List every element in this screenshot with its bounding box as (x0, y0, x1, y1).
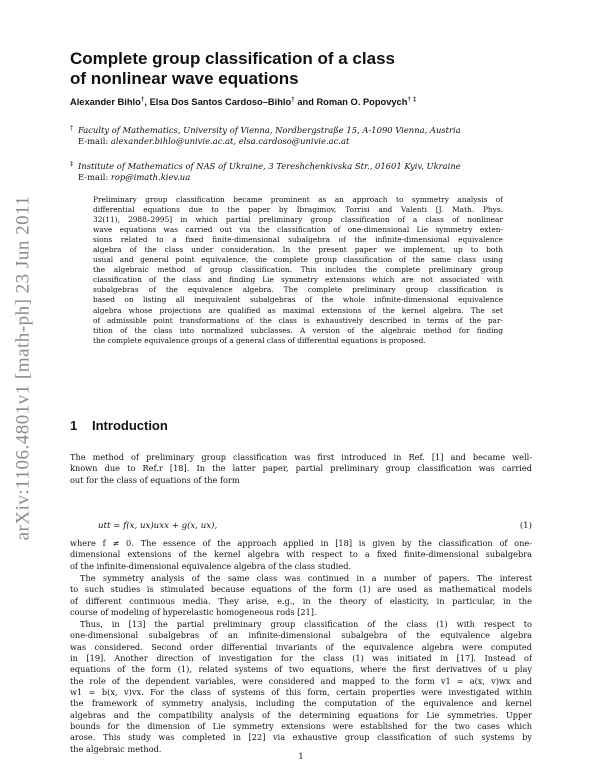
body-line: the role of the dependent variables, were considered and mapped to the form v1 = a(x, v)wx and (70, 675, 532, 686)
body-line: dimensional extensions of the kernel algebra with respect to a fixed finite-dimensional subalgebra (70, 549, 532, 560)
body-line: course of modeling of hyperelastic homogeneous rods [21]. (70, 607, 317, 618)
affiliation-2 (70, 161, 532, 183)
body-line: one-dimensional subalgebras of an infinite-dimensional subalgebra of the equivalence algebra (70, 630, 532, 641)
body-line: The method of preliminary group classification was first introduced in Ref. [1] and became well- (70, 452, 532, 462)
paragraph-3 (70, 573, 532, 618)
body-line: equations of the form (1), related systems of two equations, where the first derivatives of u play (70, 664, 532, 675)
body-line: to such studies is stimulated because equations of the form (1) are used as mathematical models (70, 584, 532, 595)
affiliation-mark: † (291, 96, 295, 103)
body-line: known due to Ref.r [18]. In the latter paper, partial preliminary group classification was carried (70, 463, 532, 474)
affiliation-mark: † (70, 124, 74, 132)
body-line: of different continuous media. They arise, e.g., in the theory of elasticity, in particular, in the (70, 595, 532, 606)
author-name: Roman O. Popovych (316, 97, 408, 107)
body-line: bounds for the dimension of Lie symmetry extensions were established for the two cases which (70, 721, 532, 732)
body-line: w1 = b(x, v)vx. For the class of systems of this form, certain properties were investigated within (70, 687, 532, 698)
abstract-line: wave equations was carried out via the classification of one-dimensional Lie symmetry exten- (93, 225, 503, 235)
body-line: of the infinite-dimensional equivalence algebra of the class studied. (70, 560, 352, 571)
affiliation-mark: † (140, 96, 145, 103)
abstract-line: algebra whose projections are qualified as maximal extensions of the kernel algebra. The set (93, 305, 503, 315)
affiliation-email-line: E-mail: rop@imath.kiev.ua (78, 172, 191, 182)
affiliation-mark: † ‡ (407, 96, 417, 103)
title-line-1: Complete group classification of a class (70, 49, 395, 68)
equation-number: (1) (519, 521, 532, 531)
abstract-line: tition of the class into normalized subclasses. A version of the algebraic method for finding (93, 325, 503, 335)
paragraph-2 (70, 538, 532, 572)
arxiv-identifier: arXiv:1106.4801v1 [math-ph] 23 Jun 2011 (12, 195, 33, 541)
abstract-line: usual and general point equivalence, the complete group classification of the same class using (93, 255, 503, 265)
paragraph-1 (70, 452, 532, 486)
affiliation-mark: ‡ (70, 160, 74, 168)
affiliation-institution: Faculty of Mathematics, University of Vienna, Nordbergstraße 15, A-1090 Vienna, Austria (78, 125, 461, 135)
body-line: where f ≠ 0. The essence of the approach applied in [18] is given by the classification of one- (70, 538, 532, 548)
abstract-line: Preliminary group classification became prominent as an approach to symmetry analysis of (93, 195, 503, 204)
affiliation-email-line: E-mail: alexander.bihlo@univie.ac.at, elsa.cardoso@univie.ac.at (78, 136, 350, 146)
abstract-line: of admissible point transformations of the class is exhaustively described in terms of the par- (93, 315, 503, 325)
body-line: was considered. Second order differential invariants of the equivalence algebra were computed (70, 641, 532, 652)
body-line: The symmetry analysis of the same class was continued in a number of papers. The interest (80, 573, 532, 583)
abstract (93, 195, 503, 346)
abstract-line: based on listing all inequivalent subalgebras of the whole infinite-dimensional equivalence (93, 295, 503, 305)
abstract-line: subalgebras of the equivalence algebra. The complete preliminary group classification is (93, 285, 503, 295)
paper-title (70, 49, 510, 89)
email-link[interactable]: alexander.bihlo@univie.ac.at, elsa.cardoso@univie.ac.at (110, 136, 350, 146)
abstract-line: sions related to a fixed finite-dimensional subalgebra of the infinite-dimensional equivalence (93, 235, 503, 245)
author-name: Elsa Dos Santos Cardoso–Bihlo (149, 97, 292, 107)
body-line: Thus, in [13] the partial preliminary group classification of the class (1) with respect to (80, 619, 532, 629)
section-heading (70, 418, 168, 433)
abstract-line: algebra of the class under consideration. In the present paper we implement, up to both (93, 245, 503, 255)
body-line: the algebraic method. (70, 743, 162, 754)
author-name: Alexander Bihlo (70, 97, 141, 107)
body-line: arose. This study was completed in [22] via exhaustive group classification of such systems by (70, 732, 532, 743)
abstract-line: the complete equivalence groups of a general class of differential equations is proposed. (93, 335, 426, 345)
title-line-2: of nonlinear wave equations (70, 69, 299, 88)
abstract-line: classification of the class and finding Lie symmetry extensions which are not associated with (93, 275, 503, 285)
abstract-line: 32(11), 2988–2995] in which partial preliminary group classification of a class of nonlinear (93, 215, 503, 225)
affiliation-institution: Institute of Mathematics of NAS of Ukraine, 3 Tereshchenkivska Str., 01601 Kyiv, Ukraine (78, 161, 461, 171)
paragraph-4 (70, 619, 532, 755)
body-line: in [19]. Another direction of investigation for the class (1) was initiated in [17]. Instead of (70, 653, 532, 664)
page-number: 1 (298, 752, 304, 762)
affiliation-1 (70, 125, 532, 147)
section-number: 1 (70, 418, 78, 433)
body-line: algebras and the compatibility analysis of the determining equations for Lie symmetries. Upper (70, 709, 532, 720)
equation-expression: utt = f(x, ux)uxx + g(x, ux), (98, 521, 218, 531)
abstract-line: the algebraic method of group classification. This includes the complete preliminary group (93, 265, 503, 275)
abstract-line: differential equations due to the paper by Ibragimov, Torrisi and Valenti [J. Math. Phys. (93, 205, 503, 215)
body-line: out for the class of equations of the form (70, 474, 240, 485)
author-list: Alexander Bihlo†, Elsa Dos Santos Cardoso–Bihlo† and Roman O. Popovych† ‡ (70, 96, 417, 107)
body-line: the framework of symmetry analysis, including the computation of the equivalence and kernel (70, 698, 532, 709)
equation-1 (70, 521, 532, 533)
email-link[interactable]: rop@imath.kiev.ua (110, 172, 191, 182)
section-title: Introduction (92, 418, 168, 433)
